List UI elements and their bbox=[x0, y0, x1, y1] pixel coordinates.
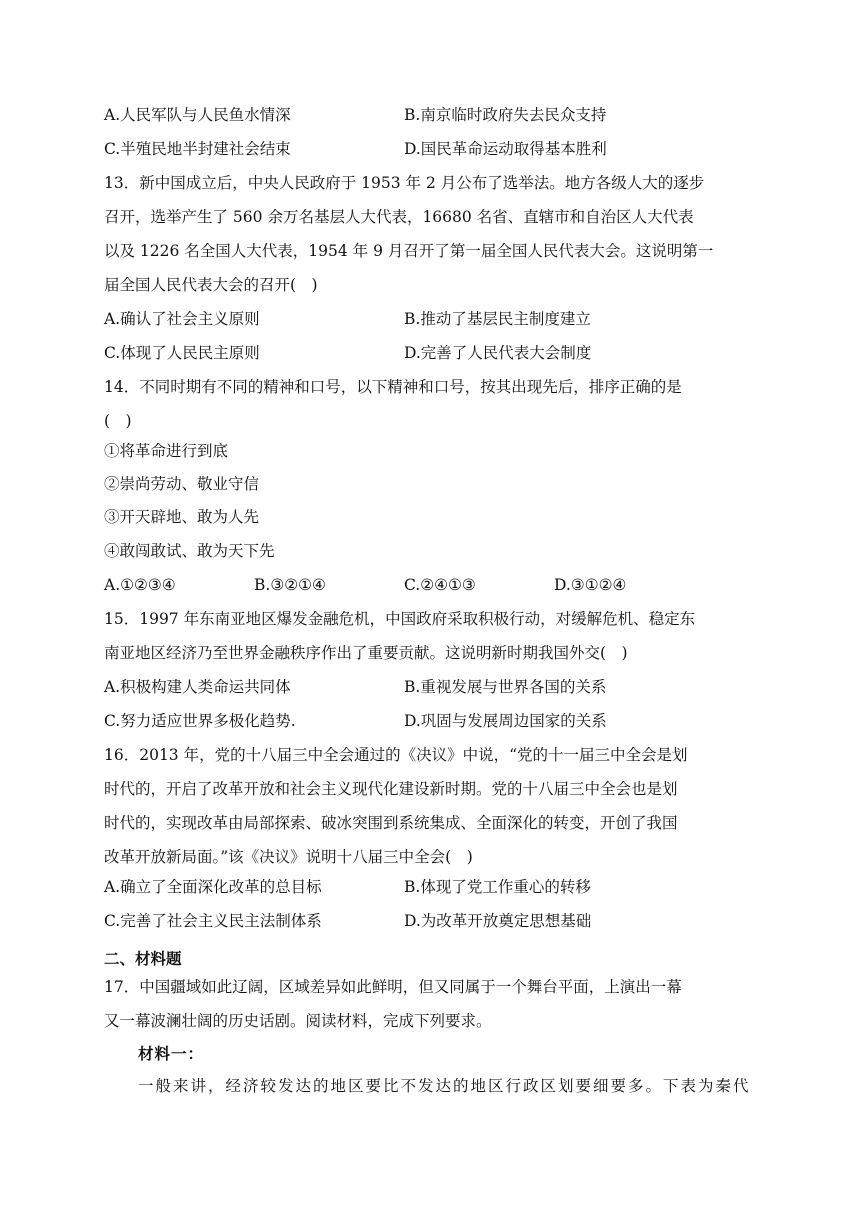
q16-option-a[interactable]: A.确立了全面深化改革的总目标 bbox=[104, 878, 322, 896]
q14-stem-line-2: ( ) bbox=[104, 412, 132, 430]
q16-option-b[interactable]: B.体现了党工作重心的转移 bbox=[404, 878, 591, 896]
q15-option-c[interactable]: C.努力适应世界多极化趋势. bbox=[104, 712, 296, 730]
q14-option-d[interactable]: D.③①②④ bbox=[554, 576, 627, 594]
q12-option-c[interactable]: C.半殖民地半封建社会结束 bbox=[104, 140, 291, 158]
q12-option-d[interactable]: D.国民革命运动取得基本胜利 bbox=[404, 140, 607, 158]
q17-stem-line-2: 又一幕波澜壮阔的历史话剧。阅读材料，完成下列要求。 bbox=[104, 1012, 492, 1030]
section-heading-materials: 二、材料题 bbox=[104, 950, 182, 968]
q16-stem-line-2: 时代的，开启了改革开放和社会主义现代化建设新时期。党的十八届三中全会也是划 bbox=[104, 780, 678, 798]
q15-option-b[interactable]: B.重视发展与世界各国的关系 bbox=[404, 678, 607, 696]
q13-stem-line-3: 以及 1226 名全国人大代表，1954 年 9 月召开了第一届全国人民代表大会。这说明第一 bbox=[104, 242, 714, 260]
q12-option-a[interactable]: A.人民军队与人民鱼水情深 bbox=[104, 106, 291, 124]
q14-stem-line-1: 14．不同时期有不同的精神和口号，以下精神和口号，按其出现先后，排序正确的是 bbox=[104, 378, 682, 396]
q16-option-c[interactable]: C.完善了社会主义民主法制体系 bbox=[104, 912, 322, 930]
q13-option-c[interactable]: C.体现了人民民主原则 bbox=[104, 344, 260, 362]
q12-option-b[interactable]: B.南京临时政府失去民众支持 bbox=[404, 106, 607, 124]
q14-item-1: ①将革命进行到底 bbox=[104, 442, 229, 460]
q14-option-b[interactable]: B.③②①④ bbox=[254, 576, 326, 594]
q14-option-c[interactable]: C.②④①③ bbox=[404, 576, 476, 594]
q15-option-a[interactable]: A.积极构建人类命运共同体 bbox=[104, 678, 291, 696]
q14-option-a[interactable]: A.①②③④ bbox=[104, 576, 176, 594]
material-1-title: 材料一： bbox=[138, 1044, 205, 1063]
q13-stem-line-2: 召开，选举产生了 560 余万名基层人大代表，16680 名省、直辖市和自治区人大代表 bbox=[104, 208, 694, 226]
q16-option-d[interactable]: D.为改革开放奠定思想基础 bbox=[404, 912, 592, 930]
q14-item-3: ③开天辟地、敢为人先 bbox=[104, 508, 260, 526]
q16-stem-line-4: 改革开放新局面。”该《决议》说明十八届三中全会( ) bbox=[104, 848, 473, 866]
q13-option-a[interactable]: A.确认了社会主义原则 bbox=[104, 310, 260, 328]
q15-option-d[interactable]: D.巩固与发展周边国家的关系 bbox=[404, 712, 607, 730]
q17-stem-line-1: 17．中国疆域如此辽阔，区域差异如此鲜明，但又同属于一个舞台平面，上演出一幕 bbox=[104, 978, 682, 996]
q16-stem-line-1: 16．2013 年，党的十八届三中全会通过的《决议》中说，“党的十一届三中全会是划 bbox=[104, 746, 688, 764]
q14-item-4: ④敢闯敢试、敢为天下先 bbox=[104, 542, 275, 560]
q16-stem-line-3: 时代的，实现改革由局部探索、破冰突围到系统集成、全面深化的转变，开创了我国 bbox=[104, 814, 678, 832]
q13-option-d[interactable]: D.完善了人民代表大会制度 bbox=[404, 344, 592, 362]
q14-item-2: ②崇尚劳动、敬业守信 bbox=[104, 475, 260, 493]
q13-option-b[interactable]: B.推动了基层民主制度建立 bbox=[404, 310, 591, 328]
material-1-text: 一般来讲，经济较发达的地区要比不发达的地区行政区划要细要多。下表为秦代 bbox=[138, 1077, 751, 1095]
q13-stem-line-1: 13．新中国成立后，中央人民政府于 1953 年 2 月公布了选举法。地方各级人大的逐步 bbox=[104, 174, 705, 192]
q15-stem-line-2: 南亚地区经济乃至世界金融秩序作出了重要贡献。这说明新时期我国外交( ) bbox=[104, 644, 628, 662]
q13-stem-line-4: 届全国人民代表大会的召开( ) bbox=[104, 276, 318, 294]
q15-stem-line-1: 15．1997 年东南亚地区爆发金融危机，中国政府采取积极行动，对缓解危机、稳定东 bbox=[104, 610, 696, 628]
